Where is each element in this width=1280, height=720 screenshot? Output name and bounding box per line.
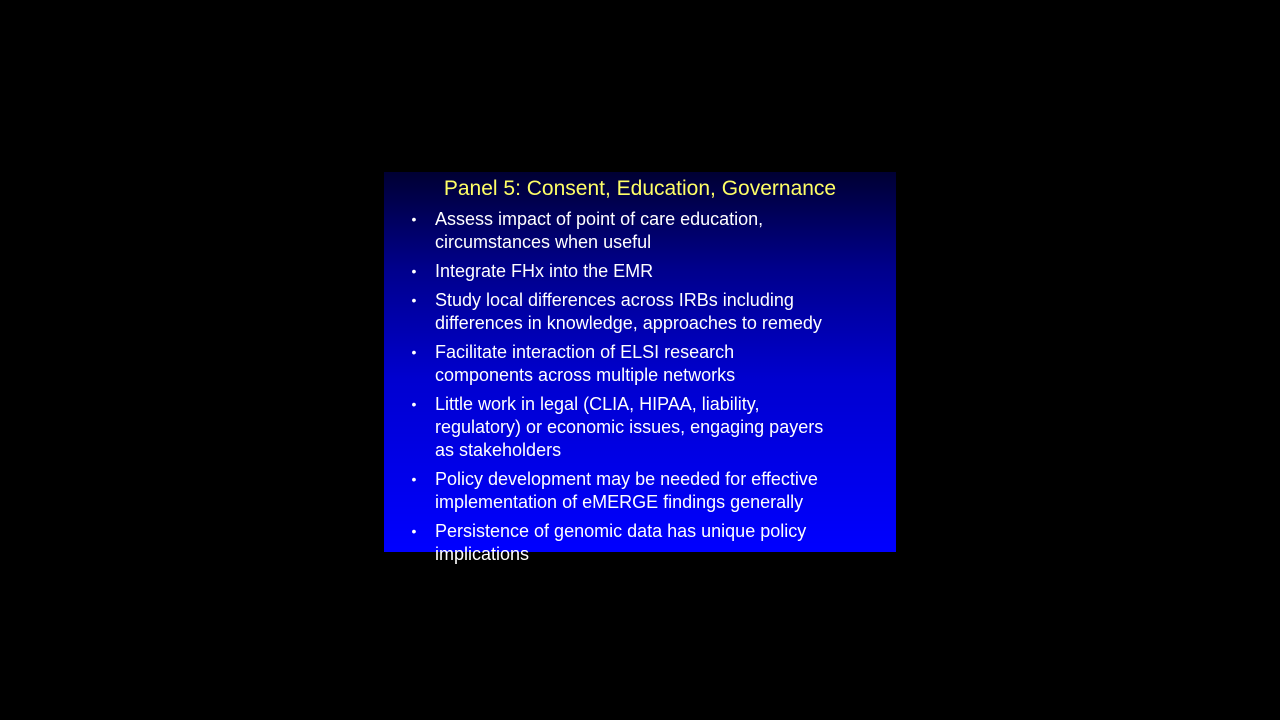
bullet-list <box>384 208 896 572</box>
bullet-dot-icon: • <box>411 211 417 227</box>
bullet-text-line: as stakeholders <box>435 440 562 460</box>
bullet-dot-icon: • <box>411 344 417 360</box>
bullet-dot-icon: • <box>411 263 417 279</box>
bullet-text-line: components across multiple networks <box>435 365 736 385</box>
bullet-dot-icon: • <box>411 471 417 487</box>
bullet-item <box>384 289 896 335</box>
bullet-item <box>384 260 896 283</box>
bullet-text-line: circumstances when useful <box>435 232 652 252</box>
bullet-text-line: implementation of eMERGE findings generally <box>435 492 804 512</box>
bullet-text-line: Assess impact of point of care education, <box>435 209 764 229</box>
bullet-text-line: Facilitate interaction of ELSI research <box>435 342 735 362</box>
bullet-dot-icon: • <box>411 396 417 412</box>
bullet-item <box>384 341 896 387</box>
bullet-text-line: Study local differences across IRBs including <box>435 290 794 310</box>
bullet-text-line: differences in knowledge, approaches to remedy <box>435 313 822 333</box>
bullet-text-line: implications <box>435 544 530 564</box>
bullet-text-line: regulatory) or economic issues, engaging payers <box>435 417 824 437</box>
bullet-text-line: Little work in legal (CLIA, HIPAA, liability, <box>435 394 760 414</box>
bullet-item <box>384 468 896 514</box>
bullet-dot-icon: • <box>411 292 417 308</box>
presentation-slide <box>384 172 896 564</box>
bullet-text-line: Policy development may be needed for effective <box>435 469 818 489</box>
bullet-item <box>384 208 896 254</box>
bullet-item <box>384 393 896 462</box>
bullet-item <box>384 520 896 566</box>
slide-title: Panel 5: Consent, Education, Governance <box>443 177 837 200</box>
bullet-text-line: Persistence of genomic data has unique policy <box>435 521 807 541</box>
bullet-dot-icon: • <box>411 523 417 539</box>
bullet-text-line: Integrate FHx into the EMR <box>435 261 654 281</box>
